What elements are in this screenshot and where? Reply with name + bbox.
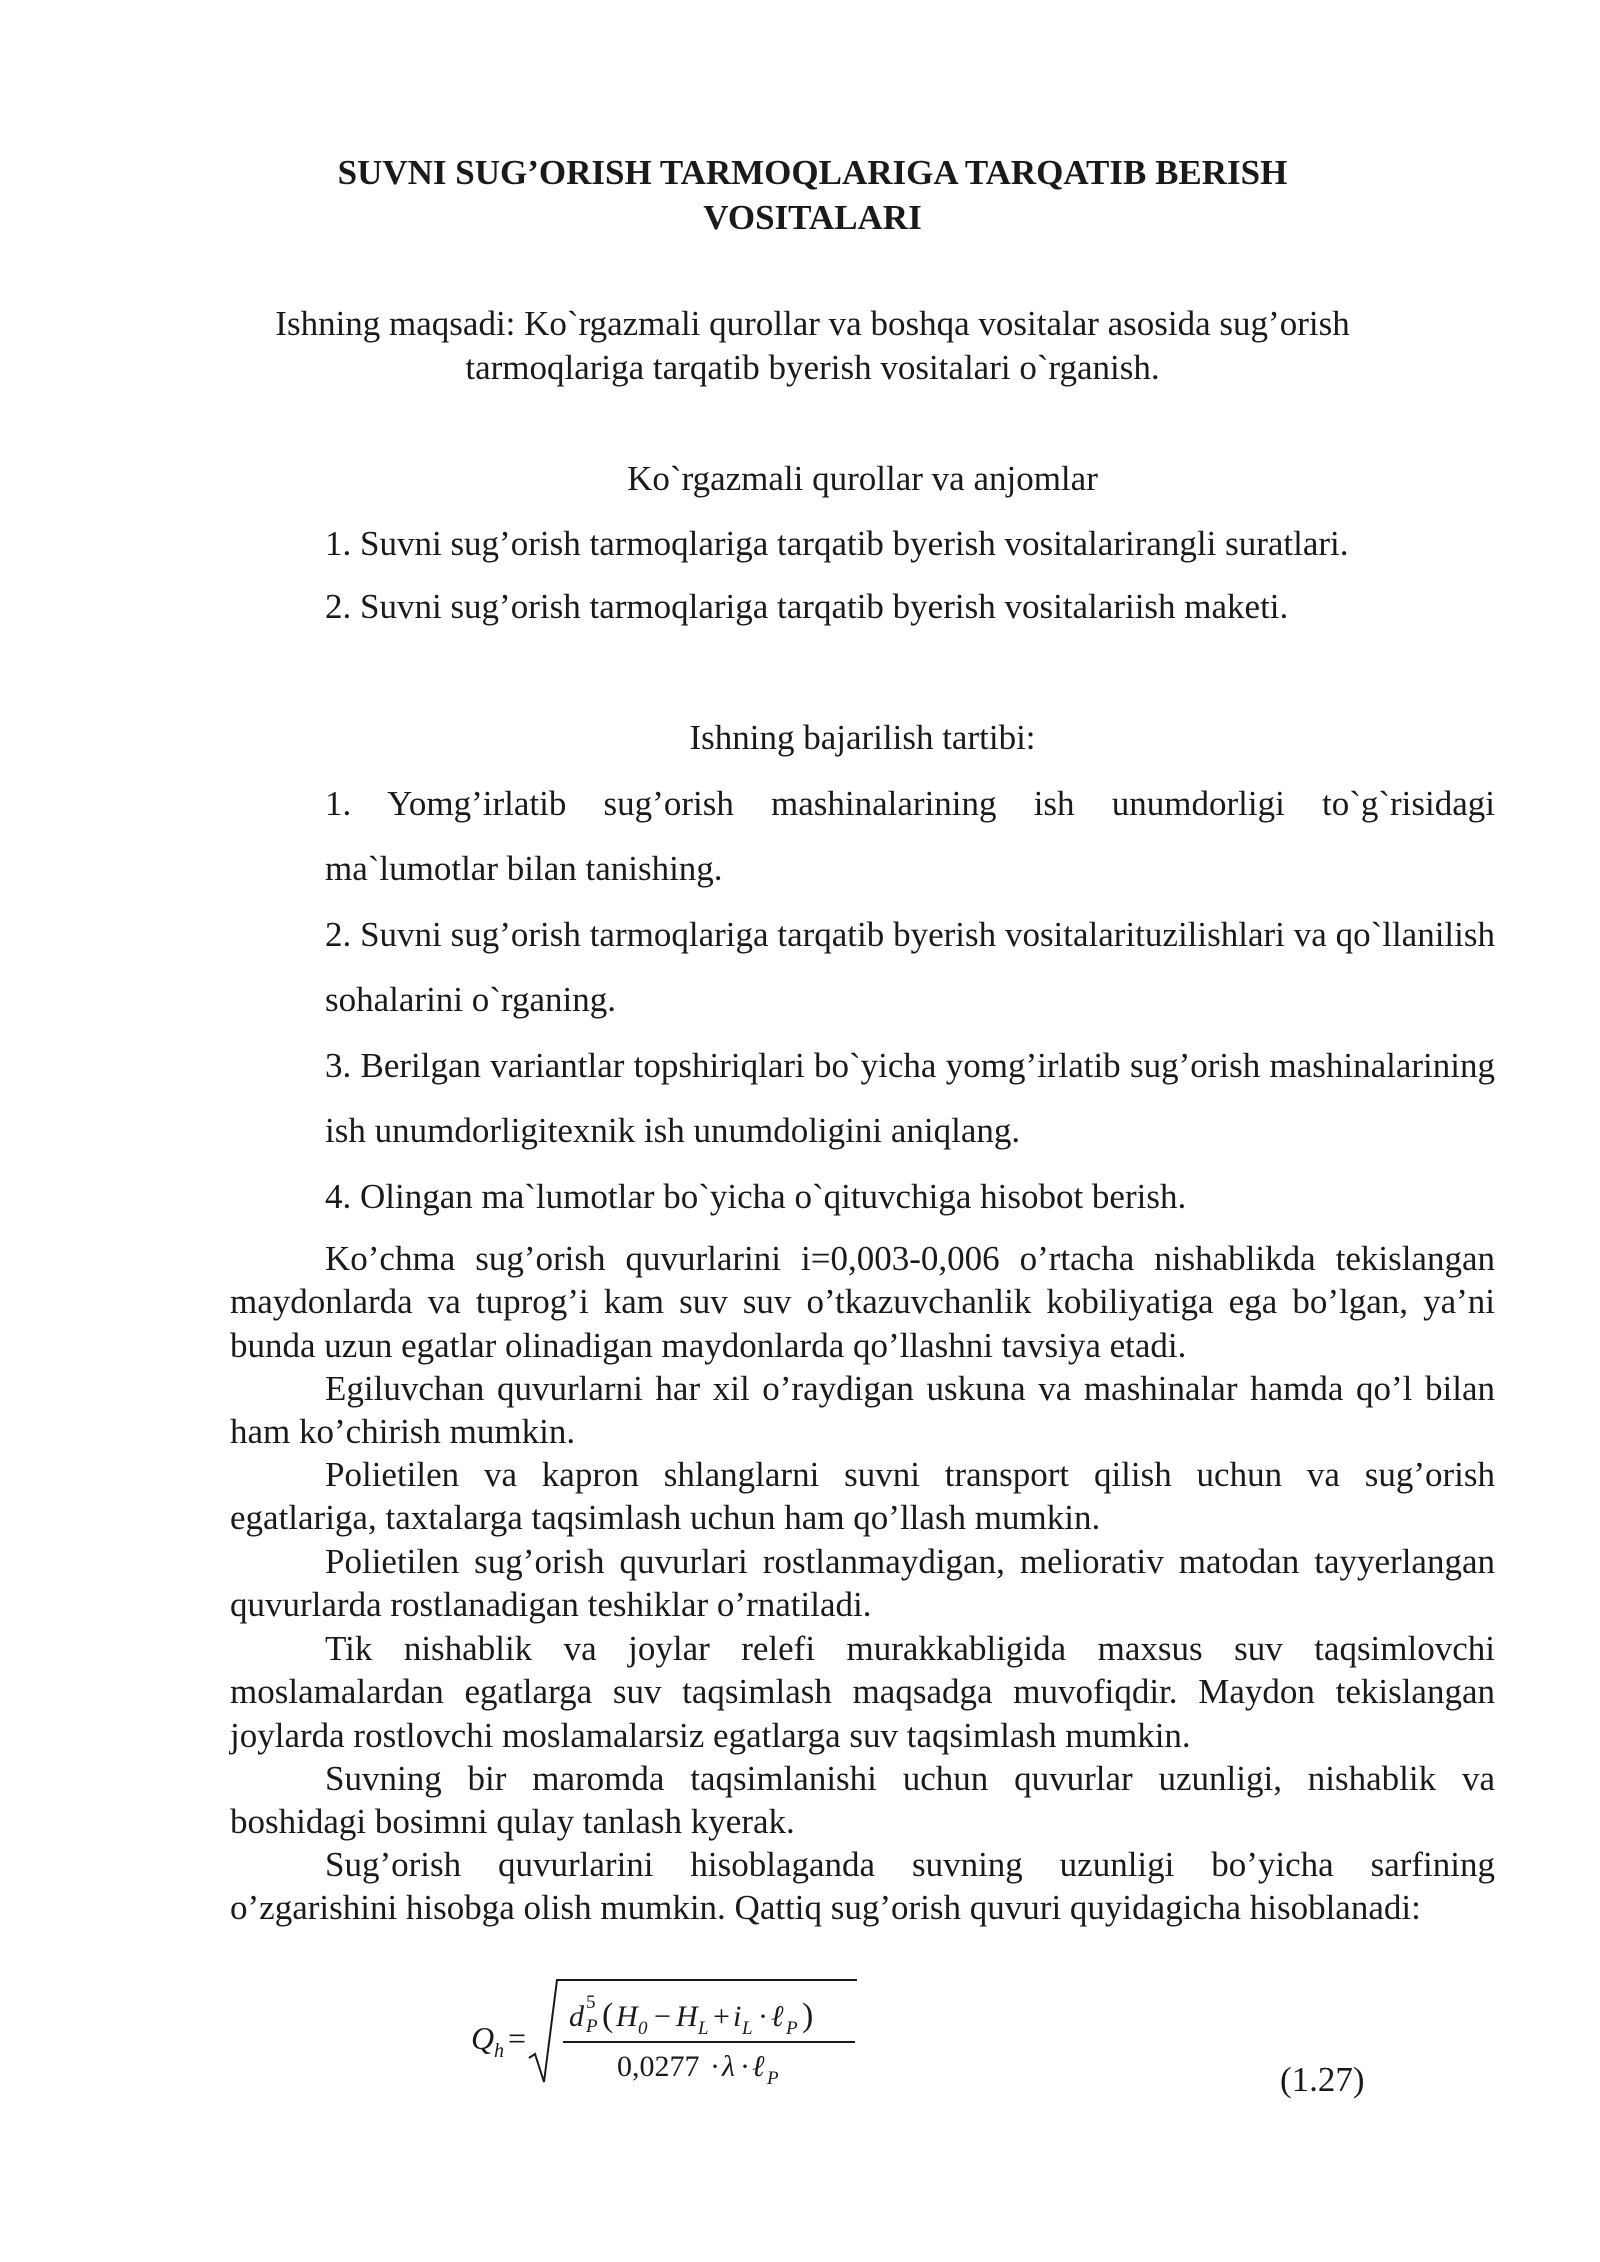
formula-den-l-sub: P [767, 2068, 779, 2089]
procedure-step: 1. Yomg’irlatib sug’orish mashinalarining ish unumdorligi to`g`risidagi ma`lumotlar bilan tanishing. [325, 784, 1495, 888]
procedure-step: 2. Suvni sug’orish tarmoqlariga tarqatib byerish vositalarituzilishlari va qo`llanilish sohalarini o`rganing. [325, 915, 1495, 1019]
formula-HL: H [676, 2000, 698, 2033]
materials-item: 1. Suvni sug’orish tarmoqlariga tarqatib byerish vositalarirangli suratlari. [325, 524, 1349, 563]
formula-den-l: ℓ [752, 2050, 765, 2083]
work-aim: Ishning maqsadi: Ko`rgazmali qurollar va boshqa vositalar asosida sug’orish tarmoqlariga tarqatib byerish vositalari o`rganish. [275, 304, 1350, 387]
formula-lhs-sub: h [494, 2040, 504, 2062]
equation-number: (1.27) [1280, 2060, 1365, 2099]
formula-i-sub: L [742, 2018, 753, 2039]
body-paragraph: Suvning bir maromda taqsimlanishi uchun quvurlar uzunligi, nishablik va boshidagi bosimni qulay tanlash kyerak. [230, 1759, 1495, 1842]
flow-rate-formula [465, 1968, 885, 2098]
materials-heading: Ko`rgazmali qurollar va anjomlar [627, 459, 1098, 498]
formula-i: i [733, 2000, 742, 2033]
formula-open-paren: ( [602, 1997, 614, 2034]
formula-den-dot: · [740, 2050, 750, 2083]
formula-minus: − [654, 2000, 671, 2033]
body-paragraph: Ko’chma sug’orish quvurlarini i=0,003-0,006 o’rtacha nishablikda tekislangan maydonlarda va tuprog’i kam suv suv o’tkazuvchanlik kobiliyatiga ega bo’lgan, ya’ni bunda uzun egatlar olinadigan maydonlarda qo’llashni tavsiya etadi. [230, 1239, 1495, 1365]
formula-H0: H [616, 2000, 638, 2033]
formula-const: 0,0277 [617, 2050, 700, 2083]
page-title: SUVNI SUG’ORISH TARMOQLARIGA TARQATIB BERISH VOSITALARI [337, 153, 1288, 237]
procedure-heading: Ishning bajarilish tartibi: [689, 718, 1036, 757]
formula-HL-sub: L [698, 2018, 709, 2039]
body-paragraph: Polietilen sug’orish quvurlari rostlanmaydigan, meliorativ matodan tayyerlangan quvurlarda rostlanadigan teshiklar o’rnatiladi. [230, 1542, 1495, 1625]
formula-equals: = [508, 2020, 527, 2056]
materials-item: 2. Suvni sug’orish tarmoqlariga tarqatib byerish vositalariish maketi. [325, 587, 1289, 626]
formula-plus: + [713, 2000, 730, 2033]
formula-l: ℓ [771, 2000, 784, 2033]
formula-lhs: Q [471, 2020, 495, 2056]
formula-d-sup: 5 [586, 1992, 596, 2013]
body-paragraph: Egiluvchan quvurlarni har xil o’raydigan uskuna va mashinalar hamda qo’l bilan ham ko’chirish mumkin. [230, 1369, 1495, 1452]
procedure-step: 3. Berilgan variantlar topshiriqlari bo`yicha yomg’irlatib sug’orish mashinalarining ish unumdorligitexnik ish unumdoligini aniqlang. [325, 1046, 1495, 1150]
formula-d: d [569, 2000, 584, 2033]
formula-d-sub: P [586, 2016, 598, 2037]
procedure-step: 4. Olingan ma`lumotlar bo`yicha o`qituvchiga hisobot berish. [325, 1177, 1187, 1216]
formula-dot: · [758, 2000, 768, 2033]
body-paragraph: Polietilen va kapron shlanglarni suvni transport qilish uchun va sug’orish egatlariga, taxtalarga taqsimlash uchun ham qo’llash mumkin. [230, 1455, 1495, 1538]
body-paragraph: Tik nishablik va joylar relefi murakkabligida maxsus suv taqsimlovchi moslamalardan egatlarga suv taqsimlash maqsadga muvofiqdir. Maydon tekislangan joylarda rostlovchi moslamalarsiz egatlarga suv taqsimlash mumkin. [230, 1629, 1495, 1755]
body-paragraph: Sug’orish quvurlarini hisoblaganda suvning uzunligi bo’yicha sarfining o’zgarishini hisobga olish mumkin. Qattiq sug’orish quvuri quyidagicha hisoblanadi: [230, 1845, 1495, 1928]
formula-H0-sub: 0 [638, 2018, 648, 2039]
formula-close-paren: ) [802, 1997, 814, 2034]
formula-den-dot: · [710, 2050, 720, 2083]
formula-lambda: λ [722, 2050, 735, 2083]
formula-l-sub: P [786, 2018, 798, 2039]
